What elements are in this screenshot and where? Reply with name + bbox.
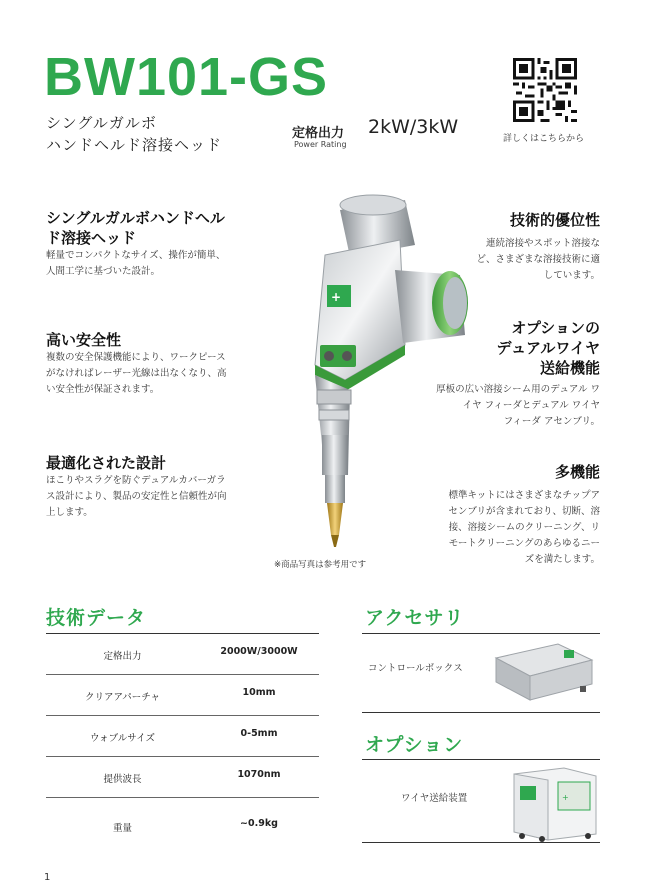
feature-body [46, 473, 276, 521]
spec-row [46, 798, 319, 842]
feature-heading-line: オプションの [511, 319, 600, 337]
feature-heading-line: 送給機能 [539, 359, 600, 377]
feature-body-line: ほこりやスラグを防ぐデュアルカバーガラ [46, 475, 226, 486]
feature-body-line: イヤ フィーダとデュアル ワイヤ [462, 400, 600, 411]
spec-label: ウォブルサイズ [90, 733, 155, 744]
options-rule [362, 759, 600, 760]
feature-body-line: モートクリーニングのあらゆるニー [448, 538, 600, 549]
feature-body [46, 350, 276, 398]
subtitle-line-2: ハンドヘルド溶接ヘッド [46, 136, 223, 154]
power-rating-label-en: Power Rating [294, 140, 347, 149]
spec-row [46, 634, 319, 675]
wire-feeder-image [508, 764, 600, 842]
spec-row [46, 675, 319, 716]
feature-body-line: 標準キットにはさまざまなチップア [448, 490, 600, 501]
feature-body-line: がなければレーザー光線は出なくなり、高 [46, 368, 227, 379]
spec-label: 提供波長 [103, 774, 142, 785]
feature-heading-line: ド溶接ヘッド [46, 229, 137, 247]
spec-value: 1070nm [237, 769, 281, 780]
feature-heading-line: デュアルワイヤ [496, 339, 600, 357]
feature-left-3 [46, 453, 276, 521]
control-box-image [488, 638, 598, 706]
feature-body-line: ズを満たします。 [524, 554, 600, 565]
feature-body-line: しています。 [543, 270, 600, 281]
welding-head-image [255, 185, 480, 555]
spec-label: 定格出力 [103, 651, 142, 662]
feature-body-line: 厚板の広い溶接シーム用のデュアル ワ [436, 384, 600, 395]
product-photo-note: ※商品写真は参考用です [274, 560, 367, 570]
spec-value: 10mm [242, 687, 276, 698]
power-rating-value: 2kW/3kW [368, 116, 459, 138]
power-rating-label: 定格出力 [292, 126, 345, 141]
feature-heading: 技術的優位性 [509, 211, 600, 229]
accessories-bottom-rule [362, 712, 600, 713]
feature-body-line: 人間工学に基づいた設計。 [46, 266, 161, 277]
feature-body-line: 上します。 [46, 507, 93, 518]
qr-code[interactable] [513, 58, 577, 122]
control-box-label: コントロールボックス [368, 663, 463, 674]
page-number: 1 [44, 872, 51, 883]
feature-body-line: 軽量でコンパクトなサイズ、操作が簡単、 [46, 250, 226, 261]
feature-body-line: 連続溶接やスポット溶接な [485, 238, 600, 249]
spec-value: 2000W/3000W [220, 646, 298, 657]
spec-value: 0-5mm [240, 728, 278, 739]
feature-body-line: センブリが含まれており、切断、溶 [448, 506, 600, 517]
spec-label: クリアアパーチャ [85, 692, 160, 703]
subtitle-line-1: シングルガルボ [46, 114, 157, 132]
feature-body-line: ど、さまざまな溶接技術に適 [476, 254, 600, 265]
accessories-heading: アクセサリ [365, 607, 465, 629]
wire-feeder-label: ワイヤ送給装置 [401, 793, 468, 804]
specs-heading: 技術データ [46, 607, 147, 629]
feature-body-line: 接、溶接シームのクリーニング、リ [448, 522, 600, 533]
svg-text:+: + [562, 793, 569, 802]
feature-body-line: 複数の安全保護機能により、ワークピース [46, 352, 226, 363]
feature-body-line: ス設計により、製品の安定性と信頼性が向 [46, 491, 227, 502]
spec-row [46, 716, 319, 757]
product-title: BW101-GS [44, 47, 329, 107]
feature-left-2 [46, 330, 276, 398]
feature-heading: 高い安全性 [46, 331, 122, 349]
spec-label: 重量 [112, 823, 132, 834]
svg-text:+: + [331, 290, 342, 304]
feature-heading-line: シングルガルボハンドヘル [46, 209, 225, 227]
spec-row [46, 757, 319, 798]
feature-body [46, 248, 276, 280]
feature-heading [46, 208, 276, 248]
feature-left-1 [46, 208, 276, 280]
spec-value: ~0.9kg [240, 818, 278, 829]
product-subtitle [46, 112, 222, 156]
options-bottom-rule [362, 842, 600, 843]
feature-body-line: フィーダ アセンブリ。 [503, 416, 600, 427]
feature-heading: 多機能 [554, 463, 600, 481]
accessories-rule [362, 633, 600, 634]
feature-body-line: い安全性が保証されます。 [46, 384, 160, 395]
options-heading: オプション [365, 734, 464, 756]
qr-caption: 詳しくはこちらから [503, 134, 585, 144]
feature-heading: 最適化された設計 [46, 454, 167, 472]
